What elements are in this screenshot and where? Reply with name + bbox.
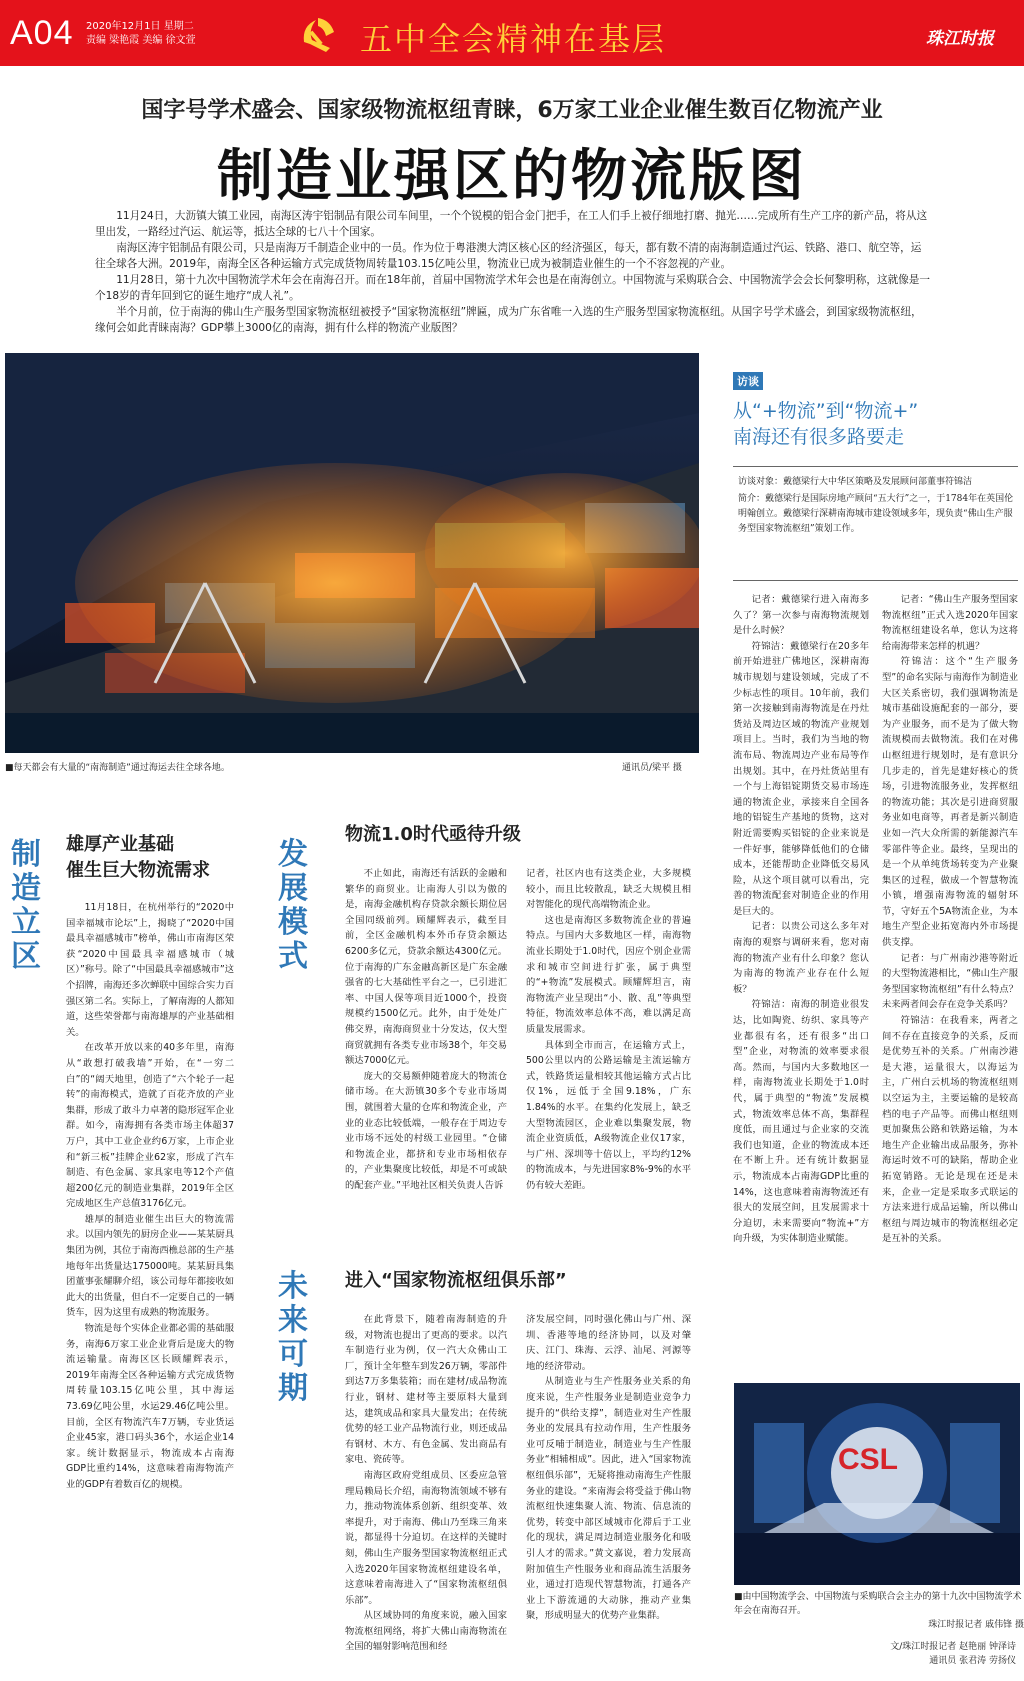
body-paragraph: 雄厚的制造业催生出巨大的物流需求。以国内领先的厨房企业——某某厨具集团为例，其位于南海西樵总部的生产基地每年出货量达175000吨。某某厨具集团董事张耀聊介绍，该公司每年都接收如此大的出货量，但白不一定要自己的一辆货车，因为这里有成熟的物流服务。 [66,1213,234,1319]
photo-caption: ■每天都会有大量的“南海制造”通过海运去往全球各地。 [5,763,230,773]
port-photo [5,353,699,753]
section-title: 五中全会精神在基层 [360,20,667,58]
conference-photo [734,1383,1020,1585]
body-paragraph: 记者，社区内也有这类企业，大多规模较小，而且比较散乱，缺乏大规模且相对智能化的现代高端物流企业。 [526,868,691,911]
section-label-manufacturing: 制造立区 [11,837,41,974]
article-lead [95,208,930,336]
interview-paragraph: 符锦洁：南海的制造业很发达，比如陶瓷、纺织、家具等产业都很有名，还有很多“出口型”企业，对物流的效率要求很高。然而，与国内大多数地区一样，南海物流业长期处于1.0时代，属于典型的“物流”发展模式，物流效率总体不高，集群程度低，而且通过与企业家的交流我们也知道，企业的物流成本还在不断上升。还有统计数据显示，物流成本占南海GDP比重的14%，这也意味着南海物流还有很大的发展空间，且发展需求十分迫切，未来需要向“物流+”方向升级，为实体制造业赋能。 [733,999,869,1245]
lead-paragraph: 南海区涛宇铝制品有限公司，只是南海万千制造企业中的一员。作为位于粤港澳大湾区核心区的经济强区，每天，都有数不清的南海制造通过汽运、铁路、港口、航空等，运往全球各大洲。2019年，南海全区各种运输方式完成货物周转量103.15亿吨公里，物流业已成为被制造业催生的一个不容忽视的产业。 [95,242,922,270]
photo-credit: 通讯员/梁平 摄 [622,763,682,773]
page-number: A04 [10,14,74,52]
block-title-line: 催生巨大物流需求 [66,860,210,881]
editor-credits: 责编 梁艳霞 美编 徐文萱 [86,35,196,46]
byline-correspondents: 通讯员 张君涛 劳扬仪 [929,1656,1016,1666]
interview-subject: 访谈对象：戴德梁行大中华区策略及发展顾问部董事符锦洁 [738,477,973,487]
section-label-future: 未来可期 [278,1269,308,1406]
photo-credit: 珠江时报记者 戚伟锋 摄 [928,1620,1024,1630]
article-subhead: 国字号学术盛会、国家级物流枢纽青睐，6万家工业企业催生数百亿物流产业 [141,98,883,123]
interview-paragraph: 符锦洁：这个“生产服务型”的命名实际与南海作为制造业大区关系密切，我们强调物流是城市基础设施配套的一部分，要为产业服务，而不是为了做大物流规模而去做物流。我们在对佛山枢纽进行规划时，是有意识分几步走的，首先是建好核心的货场，引进物流服务业，发挥枢纽的物流功能；其次是引进商贸服务业如电商等，再者是新兴制造业如一汽大众所需的新能源汽车零部件等企业。最终，呈现出的是一个从单纯货场转变为产业聚集区的过程，做成一个智慧物流小镇，增强南海物流的辐射环节，守好五个5A物流企业，为本地生产型企业拓宽海内外市场提供支撑。 [882,656,1018,949]
body-paragraph: 在此背景下，随着南海制造的升级，对物流也提出了更高的要求。以汽车制造行业为例，仅一汽大众佛山工厂，预计全年整车到发26万辆，零部件到达7万多集装箱；而在建材/成品物流行业，钢材、建材等主要原料大量到达，建筑成品和家具大量发出；在传统优势的轻工业产品物流行业，则还成品有钢材、木方、有色金属、发出商品有家电、瓷砖等。 [345,1314,507,1466]
interview-tag: 访谈 [733,372,763,390]
block2-column [526,866,691,1193]
divider [733,466,1018,467]
body-paragraph: 具体到全市而言，在运输方式上，500公里以内的公路运输是主流运输方式，铁路货运量相较其他运输方式占比仅1%，远低于全国9.18%，广东1.84%的水平。在集约化发展上，缺乏大型物流园区，企业难以集聚发展，物流企业资质低，A级物流企业仅17家，与广州、深圳等十倍以上，平均约12%的物流成本，与先进国家8%-9%的水平仍有较大差距。 [526,1039,691,1191]
body-paragraph: 从制造业与生产性服务业关系的角度来说，生产性服务业是制造业竞争力提升的“供给支撑”，制造业对生产性服务业的发展具有拉动作用，生产性服务业可反哺于制造业，制造业与生产性服务业“相辅相成”。因此，进入“国家物流枢纽俱乐部”，无疑将推动南海生产性服务业的建设。“来南海会将受益于佛山物流枢纽快速集聚人流、物流、信息流的优势，转变中部区域城市化滞后于工业化的现状，满足周边制造业服务化和吸引人才的需求。”黄文嘉说，着力发展高附加值生产性服务业和商品流生活服务业，通过打造现代智慧物流，打通各产业上下游流通的大动脉，推动产业集聚，形成明显大的优势产业集群。 [526,1376,691,1622]
body-paragraph: 物流是每个实体企业都必需的基础服务，南海6万家工业企业背后是庞大的物流运输量。南海区区长顾耀辉表示，2019年南海全区各种运输方式完成货物周转量103.15亿吨公里，其中海运73.69亿吨公里，水运29.46亿吨公里。目前，全区有物流汽车7万辆，专业货运企业45家，港口码头36个，水运企业14家。统计数据显示，物流成本占南海GDP比重约14%，这意味着南海物流产业的GDP有着数百亿的规模。 [66,1323,234,1490]
lead-paragraph: 11月24日，大沥镇大镇工业园，南海区涛宇铝制品有限公司车间里，一个个锐模的铝合金门把手，在工人们手上被仔细地打磨、抛光……完成所有生产工序的新产品，将从这里出发，一路经过汽运、航运等，抵达全球的七八十个国家。 [95,210,928,238]
party-emblem-icon [296,12,340,56]
interview-title [733,398,918,450]
block2-column [345,866,507,1193]
paper-logo: 珠江时报 [926,29,994,49]
interview-paragraph: 记者：与广州南沙港等附近的大型物流港相比，“佛山生产服务型国家物流枢纽”有什么特点？未来两者间会存在竞争关系吗？ [882,952,1018,1011]
body-paragraph: 济发展空间，同时强化佛山与广州、深圳、香港等地的经济协同，以及对肇庆、江门、珠海、云浮、汕尾、河源等地的经济带动。 [526,1314,691,1372]
body-paragraph: 这也是南海区多数物流企业的普遍特点。与国内大多数地区一样，南海物流业长期处于1.0时代，因应个别企业需求和城市空间进行扩张，属于典型的“+物流”发展模式。顾耀辉坦言，南海物流产业呈现出“小、散、乱”等典型特征，物流效率总体不高，难以满足高质量发展需求。 [526,914,691,1035]
body-paragraph: 11月18日，在杭州举行的“2020中国幸福城市论坛”上，揭晓了“2020中国最具幸福感城市”榜单，佛山市南海区荣获“2020中国最具幸福感城市（城区）”称号。除了“中国最具幸福感城市”这个招牌，南海还多次蝉联中国综合实力百强区第二名。实际上，了解南海的人都知道，这些荣誉都与南海雄厚的产业基础相关。 [66,902,234,1038]
photo-caption: ■由中国物流学会、中国物流与采购联合会主办的第十九次中国物流学术年会在南海召开。 [734,1592,1022,1616]
interview-paragraph: 符锦洁：在我看来，两者之间不存在直接竞争的关系，反而是优势互补的关系。广州南沙港是大港，运量很大，以海运为主，广州白云机场的物流枢纽则以空运为主，主要运输的是较高档的电子产品等。而佛山枢纽则更加聚焦公路和铁路运输，为本地生产企业输出成品服务，弥补海运时效不可的缺陷，帮助企业拓宽销路。无论是现在还是未来，企业一定是采取多式联运的方法来进行成品运输，所以佛山枢纽与周边城市的物流枢纽必定是互补的关系。 [882,1015,1018,1245]
article-headline: 制造业强区的物流版图 [217,144,807,209]
interview-column-right [882,592,1018,1247]
byline-reporters: 文/珠江时报记者 赵艳丽 钟泽诗 [890,1642,1016,1652]
byline [796,1640,1016,1668]
body-paragraph: 从区域协同的角度来说，融入国家物流枢纽网络，将扩大佛山南海物流在全国的辐射影响范围和经 [345,1610,507,1653]
block-title-line: 雄厚产业基础 [66,834,174,855]
block3-column [526,1312,691,1624]
interview-paragraph: 记者：戴德梁行进入南海多久了？第一次参与南海物流规划是什么时候？ [733,594,869,637]
interview-paragraph: 符锦洁：戴德梁行在20多年前开始进驻广佛地区，深耕南海城市规划与建设领域，完成了不少标志性的项目。10年前，我们第一次接触到南海物流是在丹灶货站及周边区域的物流产业规划项目上。当时，我们为当地的物流布局、物流周边产业布局等作出规划。其中，在丹灶货站里有一个与上海铝锭期货交易市场连通的物流企业，承接来自全国各地的铝锭生产基地的货物，这对附近需要购买铝锭的企业来说是一件好事，能够降低他们的仓储成本，还能帮助企业降低交易风险，从这个项目就可以看出，完善的物流配套对制造企业的作用是巨大的。 [733,640,869,917]
interview-profile: 简介：戴德梁行是国际房地产顾问“五大行”之一，于1784年在英国伦明翰创立。戴德梁行深耕南海城市建设领域多年，现负责“佛山生产服务型国家物流枢纽”策划工作。 [738,494,1014,534]
body-paragraph: 在改革开放以来的40多年里，南海从“敢想打破我墙”开始，在“一穷二白”的“阔天地里，创造了“六个轮子一起转”的南海模式，造就了百花齐放的产业集群，形成了敢斗力卓著的隐形冠军企业群。如今，南海拥有各类市场主体超37万户，其中工业企业约6万家，上市企业和“新三板”挂牌企业62家，形成了汽车制造、有色金属、家具家电等12个产值超200亿元的制造业集群，2019年全区完成地区生产总值3176亿元。 [66,1042,234,1210]
issue-date: 2020年12月1日 星期二 [86,21,194,32]
block2-title: 物流1.0时代亟待升级 [345,824,521,845]
section-label-development-mode: 发展模式 [278,837,308,974]
block3-column [345,1312,507,1655]
dateline [86,20,196,48]
conference-logo: CSL [838,1443,898,1476]
lead-paragraph: 11月28日，第十九次中国物流学术年会在南海召开。而在18年前，首届中国物流学术年会也是在南海创立。中国物流与采购联合会、中国物流学会会长何黎明称，这就像是一个18岁的青年回到它的诞生地疗“成人礼”。 [95,274,930,302]
interview-title-line: 南海还有很多路要走 [733,426,905,448]
body-paragraph: 南海区政府党组成员、区委应急管理局赖局长介绍，南海物流领域不够有力，推动物流体系创新、组织变革、效率提升，对于南海、佛山乃至珠三角来说，都显得十分迫切。在这样的关键时刻，佛山生产服务型国家物流枢纽正式入选2020年国家物流枢纽建设名单，这意味着南海进入了“国家物流枢纽俱乐部”。 [345,1469,507,1606]
divider [733,580,1018,581]
block1-body [66,900,234,1493]
lead-paragraph: 半个月前，位于南海的佛山生产服务型国家物流枢纽被授予“国家物流枢纽”牌匾，成为广东省唯一入选的生产服务型国家物流枢纽。从国字号学术盛会，到国家级物流枢纽，缘何会如此青睐南海？GDP攀上3000亿的南海，拥有什么样的物流产业版图？ [95,306,922,334]
interview-paragraph: 记者：“佛山生产服务型国家物流枢纽”正式入选2020年国家物流枢纽建设名单，您认为这将给南海带来怎样的机遇？ [882,594,1018,652]
body-paragraph: 庞大的交易额伸随着庞大的物流仓储市场。在大沥镇30多个专业市场周围，就围着大量的仓库和物流企业，产业的业态比较低端，一般存在于周边专业市场不远处的村级工业园里。“仓储和物流企业，都挤和专业市场相依存的，产业集聚度比较低，却是不可或缺的配套产业。”平地社区相关负责人告诉 [345,1070,507,1191]
interview-meta [738,475,1021,539]
conference-caption [734,1590,1024,1632]
interview-paragraph: 记者：以贵公司这么多年对南海的观察与调研来看，您对南海的物流产业有什么印象？您认为南海的物流产业存在什么短板？ [733,921,869,995]
block1-title [66,832,210,884]
interview-column-left [733,592,869,1247]
block3-title: 进入“国家物流枢纽俱乐部” [345,1270,567,1291]
interview-title-line: 从“+物流”到“物流+” [733,400,919,422]
body-paragraph: 不止如此，南海还有活跃的金融和繁华的商贸业。让南海人引以为傲的是，南海金融机构存贷款余额长期位居全国同级前列。顾耀辉表示，截至目前，全区金融机构本外币存贷余额达6200多亿元，贷款余额达4300亿元。位于南海的广东金融高新区是广东金融强省的七大基础性平台之一，已引进汇率、中国人保等项目近1000个，投资规模约1500亿元。此外，由于处处广佛交界，南海商贸业十分发达，仅大型商贸就拥有各类专业市场38个，年交易额达7000亿元。 [345,868,507,1067]
